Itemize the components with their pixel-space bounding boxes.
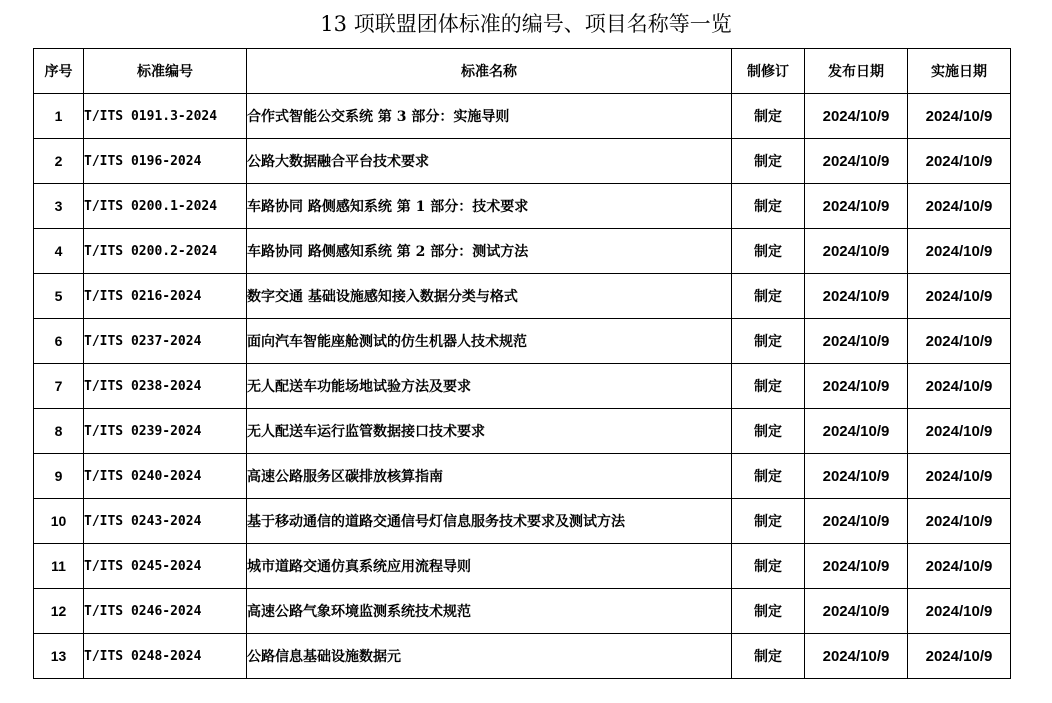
cell-type: 制定 bbox=[732, 184, 805, 229]
column-header-name: 标准名称 bbox=[247, 49, 732, 94]
cell-publish-date: 2024/10/9 bbox=[805, 589, 908, 634]
cell-type: 制定 bbox=[732, 409, 805, 454]
cell-code: T/ITS 0246-2024 bbox=[84, 589, 247, 634]
cell-effective-date: 2024/10/9 bbox=[908, 589, 1011, 634]
table-row bbox=[34, 364, 1011, 409]
cell-seq: 6 bbox=[34, 319, 84, 364]
table-row bbox=[34, 454, 1011, 499]
cell-name: 车路协同 路侧感知系统 第 2 部分：测试方法 bbox=[247, 229, 732, 274]
cell-code: T/ITS 0238-2024 bbox=[84, 364, 247, 409]
cell-name: 面向汽车智能座舱测试的仿生机器人技术规范 bbox=[247, 319, 732, 364]
cell-type: 制定 bbox=[732, 319, 805, 364]
column-header-effective-date: 实施日期 bbox=[908, 49, 1011, 94]
cell-publish-date: 2024/10/9 bbox=[805, 409, 908, 454]
cell-type: 制定 bbox=[732, 454, 805, 499]
table-row bbox=[34, 319, 1011, 364]
cell-code: T/ITS 0248-2024 bbox=[84, 634, 247, 679]
cell-name: 数字交通 基础设施感知接入数据分类与格式 bbox=[247, 274, 732, 319]
cell-effective-date: 2024/10/9 bbox=[908, 229, 1011, 274]
column-header-type: 制修订 bbox=[732, 49, 805, 94]
cell-type: 制定 bbox=[732, 364, 805, 409]
cell-seq: 5 bbox=[34, 274, 84, 319]
cell-code: T/ITS 0216-2024 bbox=[84, 274, 247, 319]
cell-seq: 8 bbox=[34, 409, 84, 454]
table-row bbox=[34, 634, 1011, 679]
cell-seq: 11 bbox=[34, 544, 84, 589]
table-row bbox=[34, 544, 1011, 589]
cell-effective-date: 2024/10/9 bbox=[908, 319, 1011, 364]
cell-type: 制定 bbox=[732, 589, 805, 634]
cell-code: T/ITS 0243-2024 bbox=[84, 499, 247, 544]
table-row bbox=[34, 94, 1011, 139]
cell-type: 制定 bbox=[732, 634, 805, 679]
cell-type: 制定 bbox=[732, 229, 805, 274]
cell-publish-date: 2024/10/9 bbox=[805, 94, 908, 139]
cell-name: 无人配送车运行监管数据接口技术要求 bbox=[247, 409, 732, 454]
cell-code: T/ITS 0245-2024 bbox=[84, 544, 247, 589]
cell-code: T/ITS 0196-2024 bbox=[84, 139, 247, 184]
cell-type: 制定 bbox=[732, 139, 805, 184]
cell-effective-date: 2024/10/9 bbox=[908, 184, 1011, 229]
table-row bbox=[34, 589, 1011, 634]
cell-code: T/ITS 0239-2024 bbox=[84, 409, 247, 454]
cell-name: 高速公路气象环境监测系统技术规范 bbox=[247, 589, 732, 634]
standards-table bbox=[33, 48, 1011, 679]
table-row bbox=[34, 139, 1011, 184]
cell-effective-date: 2024/10/9 bbox=[908, 274, 1011, 319]
cell-publish-date: 2024/10/9 bbox=[805, 229, 908, 274]
cell-seq: 13 bbox=[34, 634, 84, 679]
table-row bbox=[34, 229, 1011, 274]
table-body bbox=[34, 94, 1011, 679]
cell-publish-date: 2024/10/9 bbox=[805, 184, 908, 229]
cell-publish-date: 2024/10/9 bbox=[805, 319, 908, 364]
table-row bbox=[34, 274, 1011, 319]
column-header-publish-date: 发布日期 bbox=[805, 49, 908, 94]
cell-seq: 7 bbox=[34, 364, 84, 409]
cell-name: 无人配送车功能场地试验方法及要求 bbox=[247, 364, 732, 409]
page-title: 13 项联盟团体标准的编号、项目名称等一览 bbox=[320, 12, 732, 36]
cell-publish-date: 2024/10/9 bbox=[805, 139, 908, 184]
cell-publish-date: 2024/10/9 bbox=[805, 634, 908, 679]
cell-name: 城市道路交通仿真系统应用流程导则 bbox=[247, 544, 732, 589]
cell-type: 制定 bbox=[732, 274, 805, 319]
cell-seq: 2 bbox=[34, 139, 84, 184]
cell-effective-date: 2024/10/9 bbox=[908, 544, 1011, 589]
cell-name: 合作式智能公交系统 第 3 部分：实施导则 bbox=[247, 94, 732, 139]
cell-effective-date: 2024/10/9 bbox=[908, 454, 1011, 499]
table-header-row bbox=[34, 49, 1011, 94]
table-row bbox=[34, 409, 1011, 454]
cell-seq: 1 bbox=[34, 94, 84, 139]
cell-seq: 12 bbox=[34, 589, 84, 634]
cell-publish-date: 2024/10/9 bbox=[805, 454, 908, 499]
column-header-code: 标准编号 bbox=[84, 49, 247, 94]
cell-effective-date: 2024/10/9 bbox=[908, 364, 1011, 409]
cell-name: 公路大数据融合平台技术要求 bbox=[247, 139, 732, 184]
cell-code: T/ITS 0200.1-2024 bbox=[84, 184, 247, 229]
cell-effective-date: 2024/10/9 bbox=[908, 409, 1011, 454]
cell-type: 制定 bbox=[732, 94, 805, 139]
cell-seq: 3 bbox=[34, 184, 84, 229]
cell-seq: 9 bbox=[34, 454, 84, 499]
cell-type: 制定 bbox=[732, 544, 805, 589]
cell-name: 车路协同 路侧感知系统 第 1 部分：技术要求 bbox=[247, 184, 732, 229]
table-row bbox=[34, 499, 1011, 544]
cell-publish-date: 2024/10/9 bbox=[805, 499, 908, 544]
cell-publish-date: 2024/10/9 bbox=[805, 364, 908, 409]
cell-effective-date: 2024/10/9 bbox=[908, 94, 1011, 139]
cell-effective-date: 2024/10/9 bbox=[908, 139, 1011, 184]
cell-name: 高速公路服务区碳排放核算指南 bbox=[247, 454, 732, 499]
cell-effective-date: 2024/10/9 bbox=[908, 634, 1011, 679]
cell-seq: 4 bbox=[34, 229, 84, 274]
cell-effective-date: 2024/10/9 bbox=[908, 499, 1011, 544]
cell-code: T/ITS 0191.3-2024 bbox=[84, 94, 247, 139]
column-header-seq: 序号 bbox=[34, 49, 84, 94]
cell-name: 基于移动通信的道路交通信号灯信息服务技术要求及测试方法 bbox=[247, 499, 732, 544]
cell-seq: 10 bbox=[34, 499, 84, 544]
cell-publish-date: 2024/10/9 bbox=[805, 544, 908, 589]
cell-code: T/ITS 0240-2024 bbox=[84, 454, 247, 499]
cell-publish-date: 2024/10/9 bbox=[805, 274, 908, 319]
cell-code: T/ITS 0237-2024 bbox=[84, 319, 247, 364]
cell-code: T/ITS 0200.2-2024 bbox=[84, 229, 247, 274]
cell-name: 公路信息基础设施数据元 bbox=[247, 634, 732, 679]
cell-type: 制定 bbox=[732, 499, 805, 544]
table-row bbox=[34, 184, 1011, 229]
